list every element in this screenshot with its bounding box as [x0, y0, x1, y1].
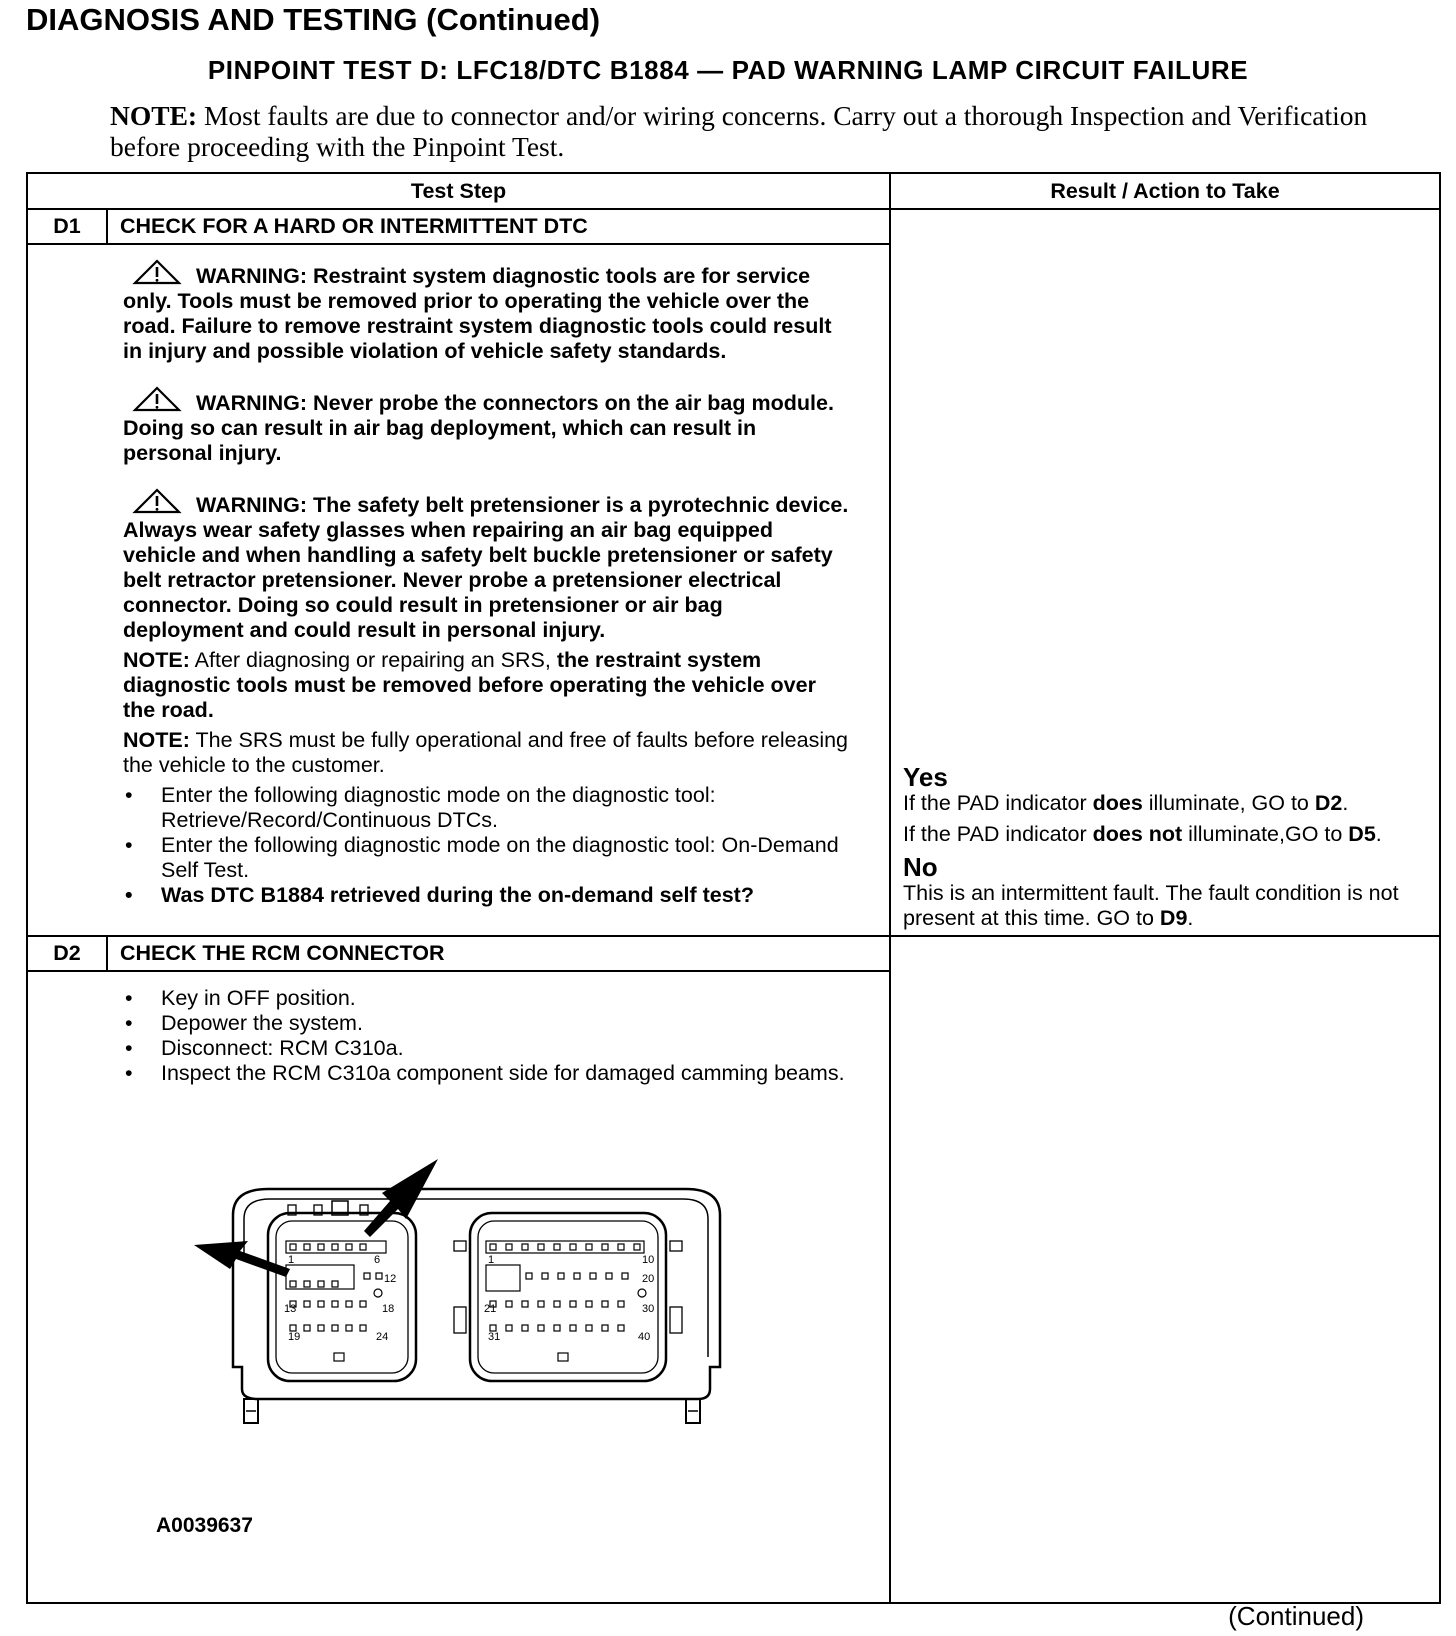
step-number-d1: D1	[27, 209, 107, 244]
continued-label: (Continued)	[1228, 1601, 1364, 1631]
pinpoint-test-table	[26, 172, 1441, 1604]
pin-label: 30	[642, 1303, 655, 1315]
intro-note-text: Most faults are due to connector and/or wiring concerns. Carry out a thorough Inspection and Verification before proceeding with the Pinpoint Test.	[110, 100, 1368, 162]
warning-3: WARNING: The safety belt pretensioner is a pyrotechnic device. Always wear safety glasses when repairing an air bag equipped vehicle and when handling a safety belt buckle pretensioner or safety belt retractor pretensioner. Never probe a pretensioner electrical connector. Doing so could result in pretensioner or air bag deployment and could result in personal injury.	[123, 488, 849, 643]
step-title-d2: CHECK THE RCM CONNECTOR	[107, 936, 890, 971]
pin-label: 1	[488, 1254, 495, 1266]
step-title-d1: CHECK FOR A HARD OR INTERMITTENT DTC	[107, 209, 890, 244]
go-to-d5-link[interactable]: D5	[1348, 822, 1376, 846]
d1-bullet-list	[123, 783, 849, 908]
column-header-result: Result / Action to Take	[890, 173, 1440, 209]
intro-note	[110, 100, 1390, 162]
pin-label: 1	[288, 1254, 295, 1266]
warning-2: WARNING: Never probe the connectors on the air bag module. Doing so can result in air bag deployment, which can result in personal injury.	[123, 386, 849, 466]
list-item: • Enter the following diagnostic mode on the diagnostic tool: On-Demand Self Test.	[123, 833, 849, 883]
result-cell-d1	[890, 209, 1440, 936]
pin-label: 21	[484, 1303, 497, 1315]
list-item: • Was DTC B1884 retrieved during the on-demand self test?	[123, 883, 849, 908]
list-item: • Disconnect: RCM C310a.	[123, 1036, 849, 1061]
step-body-d1	[27, 244, 890, 936]
yes-label: Yes	[903, 762, 948, 792]
page-heading: DIAGNOSIS AND TESTING (Continued)	[26, 2, 601, 37]
pin-label: 24	[376, 1331, 389, 1343]
step-body-d2	[27, 971, 890, 1603]
step-number-d2: D2	[27, 936, 107, 971]
list-item: • Enter the following diagnostic mode on the diagnostic tool: Retrieve/Record/Continuous DTCs.	[123, 783, 849, 833]
pin-label: 12	[384, 1273, 397, 1285]
d2-bullet-list	[123, 986, 849, 1086]
result-d1	[891, 763, 1439, 931]
pin-label: 20	[642, 1273, 655, 1285]
list-item: • Key in OFF position.	[123, 986, 849, 1011]
pin-label: 19	[288, 1331, 301, 1343]
intro-note-label: NOTE:	[110, 100, 198, 131]
go-to-d2-link[interactable]: D2	[1314, 791, 1343, 815]
note-2: NOTE: The SRS must be fully operational and free of faults before releasing the vehicle to the customer.	[123, 728, 849, 777]
result-cell-d2	[890, 936, 1440, 1603]
warning-1: WARNING: Restraint system diagnostic tools are for service only. Tools must be removed prior to operating the vehicle over the road. Failure to remove restraint system diagnostic tools could result in injury and possible violation of vehicle safety standards.	[123, 259, 849, 364]
no-label: No	[903, 852, 938, 882]
pin-label: 6	[374, 1254, 381, 1266]
warning-triangle-icon	[132, 259, 182, 285]
warning-triangle-icon	[132, 386, 182, 412]
figure-id: A0039637	[156, 1514, 253, 1537]
pinpoint-test-title: PINPOINT TEST D: LFC18/DTC B1884 — PAD WARNING LAMP CIRCUIT FAILURE	[207, 55, 1249, 85]
pin-label: 18	[382, 1303, 395, 1315]
no-action: This is an intermittent fault. The fault condition is not present at this time. GO to D9.	[903, 881, 1399, 930]
pin-label: 10	[642, 1254, 655, 1266]
pin-label: 13	[284, 1303, 297, 1315]
pointer-arrow-icon	[364, 1159, 438, 1237]
note-1: NOTE: After diagnosing or repairing an SRS, the restraint system diagnostic tools must be removed before operating the vehicle over the road.	[123, 648, 816, 722]
warning-triangle-icon	[132, 488, 182, 514]
go-to-d9-link[interactable]: D9	[1159, 906, 1188, 930]
list-item: • Depower the system.	[123, 1011, 849, 1036]
rcm-connector-diagram	[138, 1157, 748, 1517]
list-item: • Inspect the RCM C310a component side for damaged camming beams.	[123, 1061, 849, 1086]
yes-action-2: If the PAD indicator does not illuminate,GO to D5.	[903, 822, 1382, 846]
pin-label: 31	[488, 1331, 501, 1343]
pin-label: 40	[638, 1331, 651, 1343]
column-header-test-step: Test Step	[27, 173, 890, 209]
yes-action-1: If the PAD indicator does illuminate, GO to D2.	[903, 791, 1349, 815]
